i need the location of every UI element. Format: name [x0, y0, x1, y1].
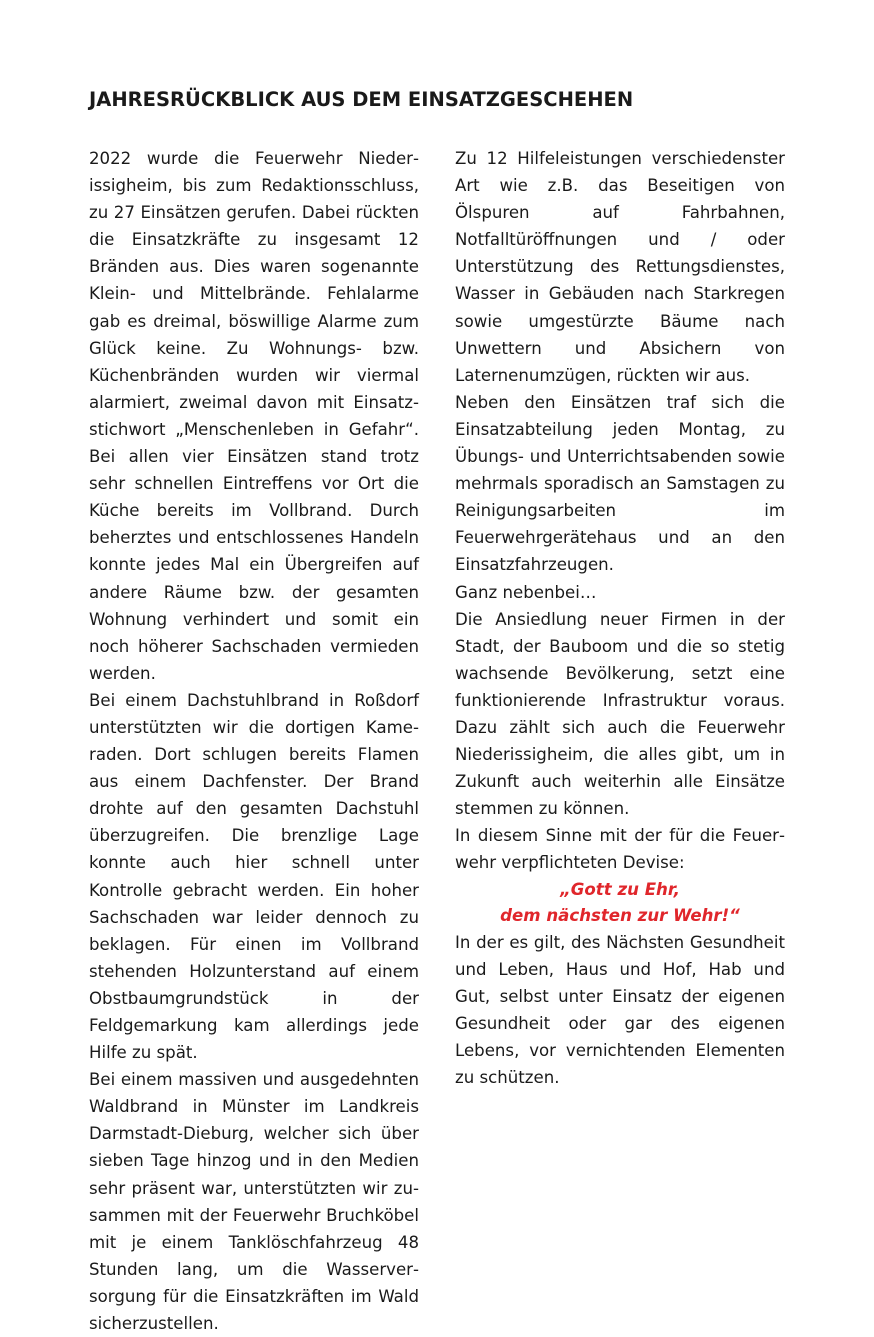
motto-quote [455, 877, 785, 929]
paragraph-by-the-way: Ganz nebenbei… [455, 582, 597, 602]
motto-line-1: „Gott zu Ehr, [560, 879, 680, 899]
paragraph-closing: In der es gilt, des Nächsten Gesundheit und Leben, Haus und Hof, Hab und Gut, selbst unter Einsatz der eigenen Gesundheit oder gar des eigenen Lebens, vor vernichtenden Elementen zu schützen. [455, 932, 785, 1087]
paragraph-infrastructure: Die Ansiedlung neuer Firmen in der Stadt, der Bauboom und die so stetig wachsende Bevölkerung, setzt eine funktionierende Infrastruktur voraus. Dazu zählt sich auch die Feuerwehr Niederissigheim, die alles gibt, um in Zukunft auch weiterhin alle Einsätze stemmen zu können. [455, 609, 785, 819]
left-column [89, 145, 419, 1337]
paragraph-rossdorf-fire: Bei einem Dachstuhlbrand in Roßdorf unterstützten wir die dortigen Kameraden. Dort schlugen bereits Flamen aus einem Dachfenster. Der Brand drohte auf den gesamten Dachstuhl überzugreifen. Die brenzlige Lage konnte auch hier schnell unter Kontrolle gebracht werden. Ein hoher Sachschaden war leider dennoch zu beklagen. Für einen im Vollbrand stehenden Holzunterstand auf einem Obstbaumgrundstück in der Feldgemarkung kam allerdings jede Hilfe zu spät. [89, 690, 419, 1063]
right-column [455, 145, 785, 1091]
paragraph-forest-fire: Bei einem massiven und ausgedehnten Waldbrand in Münster im Landkreis Darmstadt-Dieburg, welcher sich über sieben Tage hinzog und in den Medien sehr präsent war, unterstützten wir zusammen mit der Feuerwehr Bruchköbel mit je einem Tanklöschfahrzeug 48 Stunden lang, um die Wasserversorgung für die Einsatzkräften im Wald sicherzustellen. [89, 1070, 419, 1334]
paragraph-incident-summary: 2022 wurde die Feuerwehr Niederissigheim, bis zum Redaktionsschluss, zu 27 Einsätzen gerufen. Dabei rückten die Einsatzkräfte zu insgesamt 12 Bränden aus. Dies waren sogenannte Klein- und Mittelbrände. Fehlalarme gab es dreimal, böswillige Alarme zum Glück keine. Zu Wohnungs- bzw. Küchenbränden wurden wir viermal alarmiert, zweimal davon mit Einsatzstichwort „Menschenleben in Gefahr“. Bei allen vier Einsätzen stand trotz sehr schnellen Eintreffens vor Ort die Küche bereits im Vollbrand. Durch beherztes und entschlossenes Handeln konnte jedes Mal ein Übergreifen auf andere Räume bzw. der gesamten Wohnung verhindert und somit ein noch höherer Sachschaden vermieden werden. [89, 149, 419, 683]
motto-line-2: dem nächsten zur Wehr!“ [500, 905, 740, 925]
paragraph-training: Neben den Einsätzen traf sich die Einsatzabteilung jeden Montag, zu Übungs- und Unterrichtsabenden sowie mehrmals sporadisch an Samstagen zu Reinigungsarbeiten im Feuerwehrgerätehaus und an den Einsatzfahrzeugen. [455, 392, 785, 575]
paragraph-technical-assistance: Zu 12 Hilfeleistungen verschiedenster Art wie z.B. das Beseitigen von Ölspuren auf Fahrbahnen, Notfalltüröffnungen und / oder Unterstützung des Rettungsdienstes, Wasser in Gebäuden nach Starkregen sowie umgestürzte Bäume nach Unwettern und Absichern von Laternenumzügen, rückten wir aus. [455, 149, 785, 385]
paragraph-motto-intro: In diesem Sinne mit der für die Feuerwehr verpflichteten Devise: [455, 826, 785, 873]
page-title: JAHRESRÜCKBLICK AUS DEM EINSATZGESCHEHEN [89, 88, 634, 111]
